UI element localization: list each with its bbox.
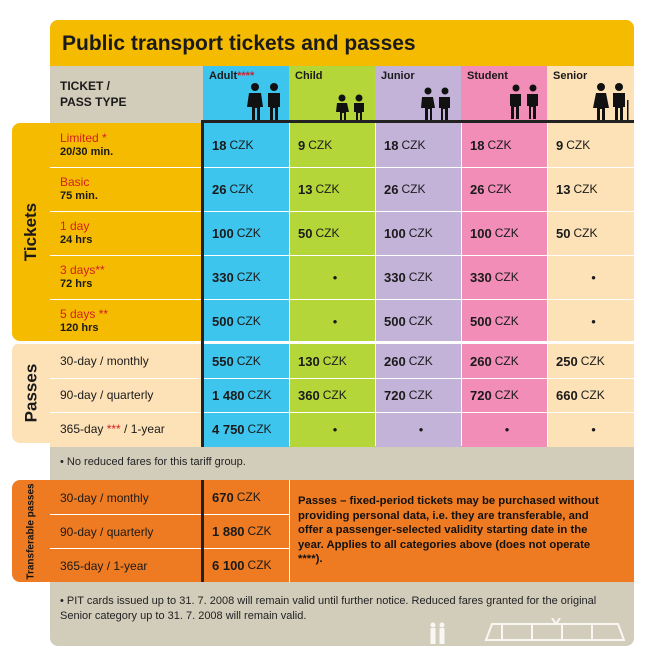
price-value: 100 (384, 225, 406, 241)
price-value: 720 (470, 387, 492, 403)
transferable-description: Passes – fixed-period tickets may be purchased without providing personal data, i.e. they are transferable, and offer a passenger-selected validity starting date in the year. Applies to all categories above (does not operate ****). (298, 495, 599, 565)
ticket-price-cell (298, 167, 372, 211)
price-value: 260 (470, 353, 492, 369)
ticket-duration: 20/30 min. (60, 146, 114, 158)
price-value: 4 750 (212, 421, 245, 437)
price-unit: CZK (247, 524, 272, 538)
transferable-row-label (50, 548, 203, 582)
passe-price-cell (298, 412, 372, 446)
price-value: 18 (470, 137, 485, 153)
price-value: 26 (212, 181, 227, 197)
not-available-dot: • (332, 269, 338, 285)
price-unit: CZK (229, 182, 254, 196)
ticket-type-header-line1: TICKET / (60, 79, 110, 93)
ticket-name: 3 days (60, 263, 96, 277)
column-divider (375, 123, 376, 343)
ticket-name: 1 day (60, 219, 90, 233)
column-label: Senior (553, 70, 588, 82)
price-value: 260 (384, 353, 406, 369)
ticket-price-cell (384, 123, 458, 167)
ticket-price-cell (384, 299, 458, 343)
ticket-row-label (50, 167, 203, 211)
ticket-duration: 72 hrs (60, 278, 93, 290)
passe-price-cell (556, 412, 631, 446)
not-available-dot: • (504, 421, 510, 437)
price-unit: CZK (494, 388, 519, 402)
tickets-group-label (12, 123, 50, 341)
ticket-price-cell (384, 255, 458, 299)
passe-price-cell (556, 378, 631, 412)
ticket-price-cell (470, 167, 544, 211)
price-unit: CZK (408, 354, 433, 368)
transferable-price (212, 480, 288, 514)
label-column-divider (201, 120, 204, 447)
ticket-mark: ** (95, 307, 109, 321)
pass-row-label (50, 412, 203, 446)
transferable-name: 90-day / quarterly (60, 525, 154, 539)
passes-group-label (12, 343, 50, 443)
ticket-price-cell (556, 123, 631, 167)
pass-name: 365-day (60, 422, 104, 436)
transferable-group-text: Transferable passes (25, 482, 37, 580)
transferable-name: 365-day / 1-year (60, 559, 148, 573)
ticket-price-cell (212, 123, 286, 167)
passe-price-cell (298, 344, 372, 378)
pass-name: 30-day / monthly (60, 354, 149, 368)
ticket-price-cell (212, 255, 286, 299)
column-divider (289, 123, 290, 343)
note-no-reduced-fares: • No reduced fares for this tariff group. (60, 456, 246, 468)
passe-price-cell (470, 344, 544, 378)
price-value: 18 (212, 137, 227, 153)
price-unit: CZK (236, 226, 261, 240)
column-label: Student (467, 70, 508, 82)
price-unit: CZK (408, 270, 433, 284)
passe-price-cell (384, 344, 458, 378)
ticket-price-cell (470, 299, 544, 343)
passe-price-cell (298, 378, 372, 412)
ticket-price-cell (212, 211, 286, 255)
price-value: 1 480 (212, 387, 245, 403)
price-value: 500 (470, 313, 492, 329)
price-value: 720 (384, 387, 406, 403)
price-value: 330 (384, 269, 406, 285)
price-value: 9 (556, 137, 564, 153)
price-value: 26 (384, 181, 399, 197)
price-unit: CZK (236, 354, 261, 368)
adult-pair-icon (245, 82, 285, 120)
ticket-price-cell (470, 255, 544, 299)
price-unit: CZK (322, 354, 347, 368)
price-unit: CZK (236, 270, 261, 284)
passe-price-cell (556, 344, 631, 378)
pass-row-label (50, 378, 203, 412)
page-title: Public transport tickets and passes (50, 20, 634, 66)
ticket-price-cell (556, 167, 631, 211)
senior-pair-icon (591, 82, 631, 120)
price-value: 130 (298, 353, 320, 369)
junior-pair-icon (419, 87, 455, 120)
pass-name-tail: / 1-year (120, 422, 165, 436)
column-label: Adult (209, 70, 238, 82)
transferable-divider-2 (289, 480, 290, 582)
ticket-price-cell (298, 123, 372, 167)
price-unit: CZK (494, 270, 519, 284)
not-available-dot: • (591, 313, 596, 329)
not-available-dot: • (591, 269, 596, 285)
price-value: 50 (556, 225, 571, 241)
student-pair-icon (507, 84, 543, 120)
ticket-name: 5 days (60, 307, 96, 321)
transferable-group-label (12, 480, 50, 582)
passe-price-cell (212, 412, 286, 446)
passe-price-cell (470, 412, 544, 446)
ticket-duration: 24 hrs (60, 234, 93, 246)
price-value: 360 (298, 387, 320, 403)
price-unit: CZK (322, 388, 347, 402)
price-unit: CZK (566, 138, 591, 152)
column-divider (547, 123, 548, 343)
price-value: 550 (212, 353, 234, 369)
ticket-price-cell (298, 255, 372, 299)
ticket-type-header-line2: PASS TYPE (60, 95, 127, 109)
column-stars: **** (237, 70, 255, 82)
price-unit: CZK (229, 138, 254, 152)
ticket-price-cell (556, 211, 631, 255)
column-header-student (461, 66, 547, 122)
column-header-child (289, 66, 375, 122)
price-unit: CZK (494, 354, 519, 368)
ticket-price-cell (212, 299, 286, 343)
not-available-dot: • (332, 421, 338, 437)
child-pair-icon (333, 94, 369, 120)
price-value: 13 (298, 181, 313, 197)
price-unit: CZK (408, 314, 433, 328)
column-header-senior (547, 66, 634, 122)
column-divider (461, 123, 462, 343)
ticket-row-label (50, 211, 203, 255)
ticket-row-label (50, 123, 203, 167)
people-icon (428, 622, 448, 644)
ticket-price-cell (298, 299, 372, 343)
ticket-price-cell (384, 211, 458, 255)
passe-price-cell (470, 378, 544, 412)
ticket-mark: ** (95, 263, 105, 277)
pass-row-label (50, 344, 203, 378)
transferable-row-label (50, 514, 203, 548)
transferable-row-label (50, 480, 203, 514)
ticket-name: Basic (60, 175, 90, 189)
price-value: 9 (298, 137, 306, 153)
pass-mark: *** (103, 422, 121, 436)
transferable-price (212, 514, 288, 548)
column-divider (461, 344, 462, 446)
ticket-price-cell (470, 123, 544, 167)
price-unit: CZK (408, 226, 433, 240)
price-unit: CZK (247, 388, 272, 402)
price-value: 330 (212, 269, 234, 285)
price-value: 26 (470, 181, 485, 197)
passe-price-cell (212, 344, 286, 378)
price-value: 330 (470, 269, 492, 285)
tickets-group-text: Tickets (21, 202, 40, 262)
transferable-price (212, 548, 288, 582)
ticket-mark: * (98, 131, 107, 145)
column-divider (547, 344, 548, 446)
price-unit: CZK (408, 388, 433, 402)
column-divider (375, 344, 376, 446)
passe-price-cell (212, 378, 286, 412)
not-available-dot: • (591, 421, 596, 437)
ticket-name: Limited (60, 131, 99, 145)
price-unit: CZK (401, 138, 426, 152)
ticket-type-header (50, 66, 203, 122)
transferable-name: 30-day / monthly (60, 491, 149, 505)
ticket-duration: 75 min. (60, 190, 98, 202)
price-value: 660 (556, 387, 578, 403)
price-unit: CZK (315, 182, 340, 196)
passes-group-text: Passes (21, 363, 40, 423)
price-value: 6 100 (212, 557, 245, 573)
column-label: Child (295, 70, 323, 82)
ticket-price-cell (298, 211, 372, 255)
price-unit: CZK (580, 354, 605, 368)
ticket-price-cell (212, 167, 286, 211)
ticket-price-cell (556, 299, 631, 343)
price-value: 500 (384, 313, 406, 329)
ticket-price-cell (470, 211, 544, 255)
price-unit: CZK (247, 558, 272, 572)
price-unit: CZK (247, 422, 272, 436)
price-unit: CZK (494, 314, 519, 328)
ticket-row-label (50, 299, 203, 343)
passe-price-cell (384, 378, 458, 412)
not-available-dot: • (332, 313, 338, 329)
ticket-row-label (50, 255, 203, 299)
ticket-duration: 120 hrs (60, 322, 99, 334)
price-unit: CZK (236, 490, 261, 504)
column-divider (289, 344, 290, 446)
column-header-junior (375, 66, 461, 122)
price-unit: CZK (487, 182, 512, 196)
footer-note: • PIT cards issued up to 31. 7. 2008 will remain valid until further notice. Reduced fares granted for the original Senior category up to 31. 7. 2008 will remain valid. (60, 595, 597, 622)
price-unit: CZK (487, 138, 512, 152)
price-unit: CZK (315, 226, 340, 240)
column-header-adult (203, 66, 289, 122)
not-available-dot: • (418, 421, 424, 437)
ticket-price-cell (384, 167, 458, 211)
price-value: 250 (556, 353, 578, 369)
row-divider (50, 548, 289, 549)
ticket-price-cell (556, 255, 631, 299)
price-unit: CZK (573, 182, 598, 196)
price-value: 50 (298, 225, 313, 241)
price-value: 100 (470, 225, 492, 241)
price-unit: CZK (401, 182, 426, 196)
row-divider (50, 514, 289, 515)
transferable-divider (201, 480, 204, 582)
price-unit: CZK (580, 388, 605, 402)
price-value: 1 880 (212, 523, 245, 539)
price-value: 18 (384, 137, 399, 153)
price-unit: CZK (308, 138, 333, 152)
price-value: 500 (212, 313, 234, 329)
price-value: 670 (212, 489, 234, 505)
tram-icon (482, 618, 628, 644)
price-unit: CZK (573, 226, 598, 240)
column-label: Junior (381, 70, 415, 82)
price-unit: CZK (494, 226, 519, 240)
price-value: 13 (556, 181, 571, 197)
passe-price-cell (384, 412, 458, 446)
price-unit: CZK (236, 314, 261, 328)
price-value: 100 (212, 225, 234, 241)
pass-name: 90-day / quarterly (60, 388, 154, 402)
